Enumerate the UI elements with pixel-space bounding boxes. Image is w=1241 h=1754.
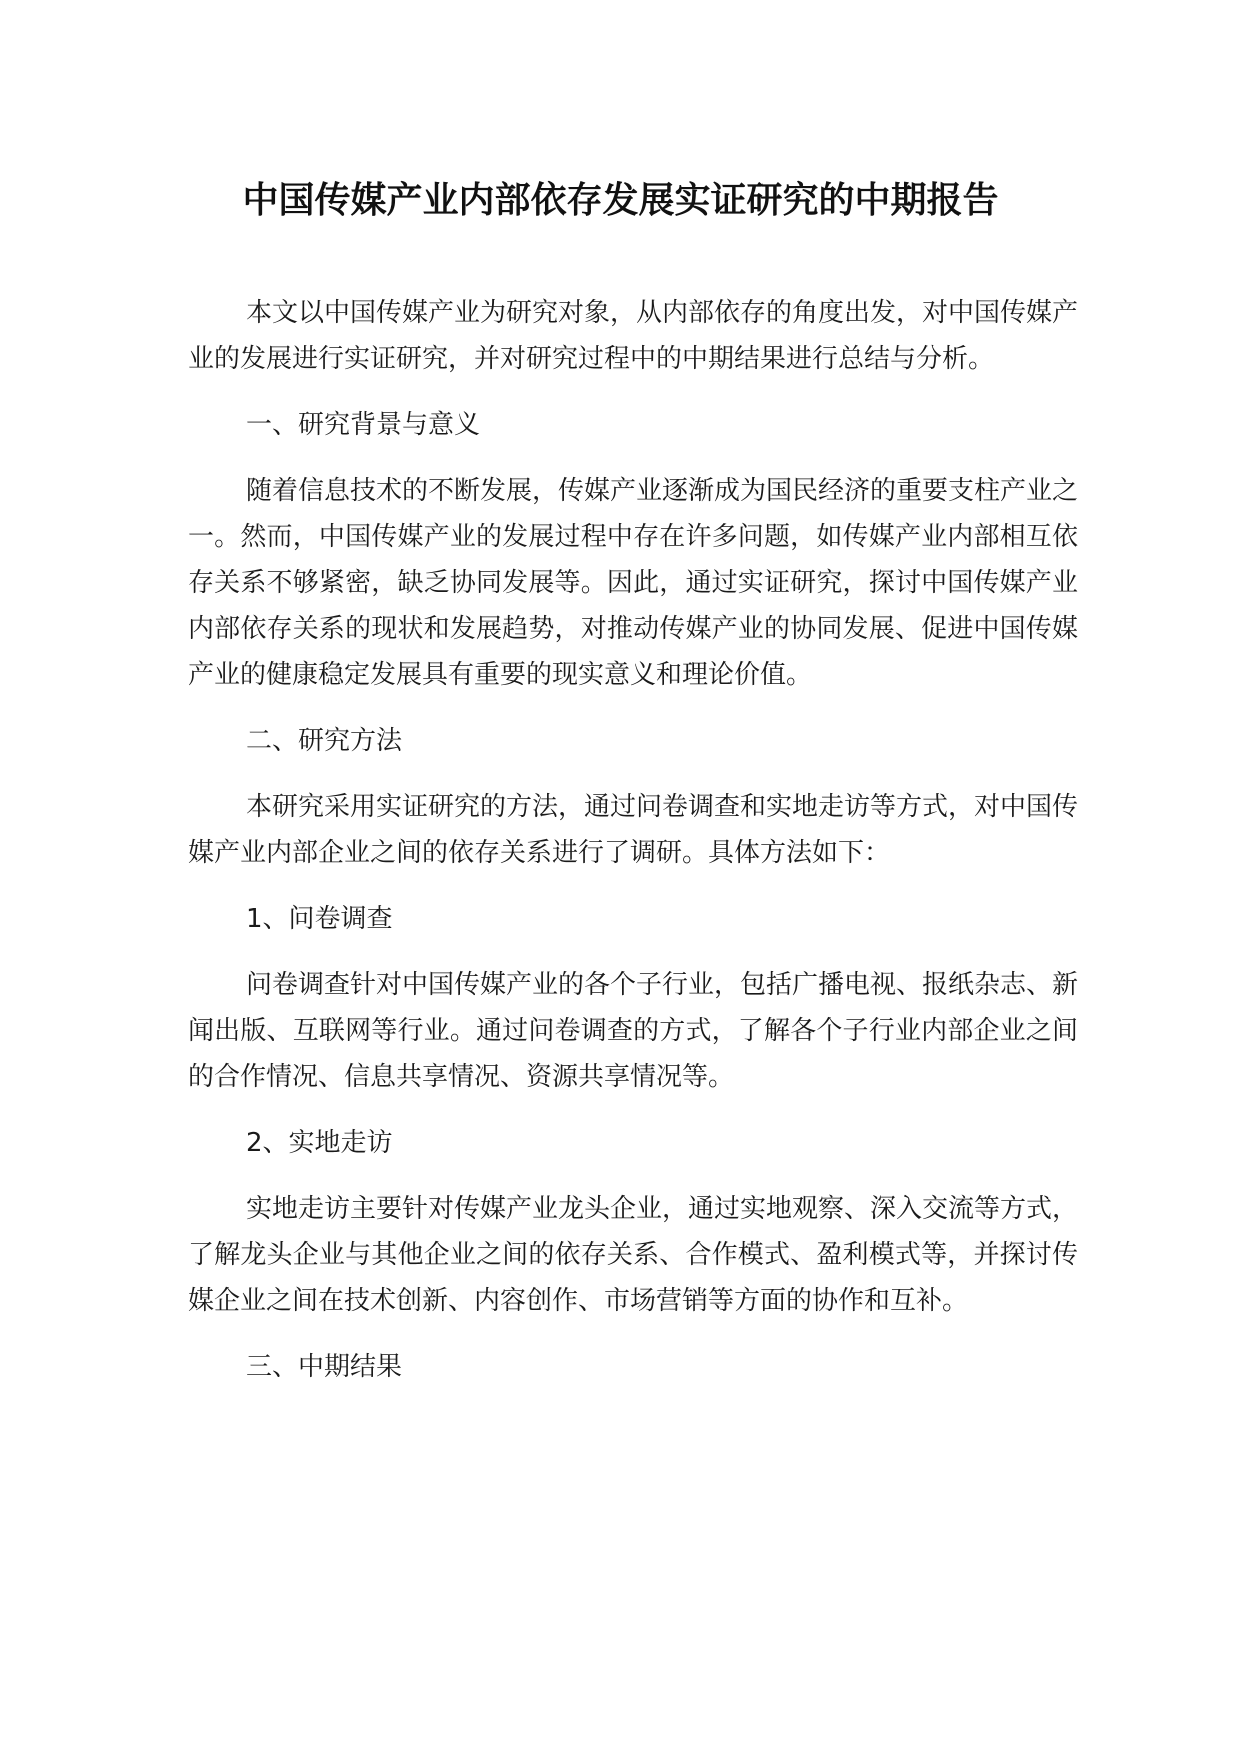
background-paragraph: 随着信息技术的不断发展，传媒产业逐渐成为国民经济的重要支柱产业之一。然而，中国传媒产业的发展过程中存在许多问题，如传媒产业内部相互依存关系不够紧密，缺乏协同发展等。因此，通过实证研究，探讨中国传媒产业内部依存关系的现状和发展趋势，对推动传媒产业的协同发展、促进中国传媒产业的健康稳定发展具有重要的现实意义和理论价值。	[188, 476, 1079, 690]
field-visit-paragraph: 实地走访主要针对传媒产业龙头企业，通过实地观察、深入交流等方式，了解龙头企业与其他企业之间的依存关系、合作模式、盈利模式等，并探讨传媒企业之间在技术创新、内容创作、市场营销等方面的协作和互补。	[188, 1194, 1079, 1316]
intro-paragraph: 本文以中国传媒产业为研究对象，从内部依存的角度出发，对中国传媒产业的发展进行实证研究，并对研究过程中的中期结果进行总结与分析。	[188, 298, 1079, 374]
section-heading-interim-results: 三、中期结果	[246, 1352, 403, 1382]
methods-paragraph: 本研究采用实证研究的方法，通过问卷调查和实地走访等方式，对中国传媒产业内部企业之间的依存关系进行了调研。具体方法如下：	[188, 792, 1079, 868]
section-heading-background: 一、研究背景与意义	[246, 410, 481, 440]
questionnaire-paragraph: 问卷调查针对中国传媒产业的各个子行业，包括广播电视、报纸杂志、新闻出版、互联网等行业。通过问卷调查的方式，了解各个子行业内部企业之间的合作情况、信息共享情况、资源共享情况等。	[188, 970, 1079, 1092]
subheading-questionnaire: 1、问卷调查	[246, 904, 393, 934]
subheading-field-visit: 2、实地走访	[246, 1128, 393, 1158]
section-heading-methods: 二、研究方法	[246, 726, 403, 756]
document-body	[188, 290, 1078, 1410]
document-title: 中国传媒产业内部依存发展实证研究的中期报告	[242, 180, 999, 221]
